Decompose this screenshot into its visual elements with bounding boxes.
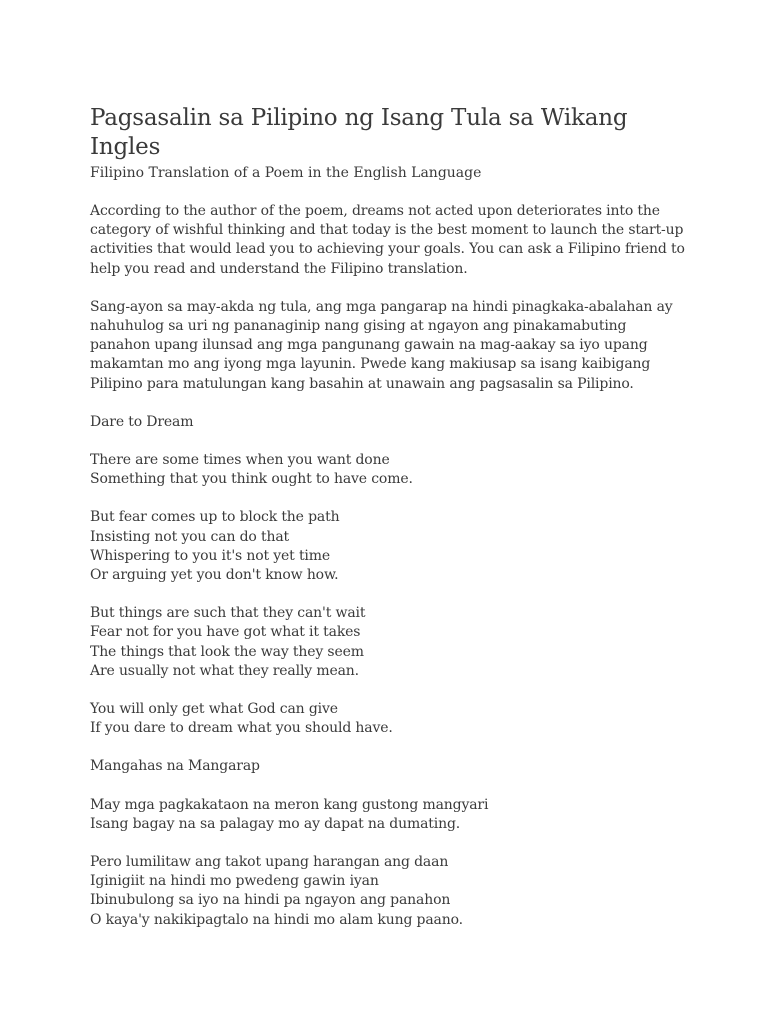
poem-line: If you dare to dream what you should have. [90, 720, 393, 737]
poem-line: Fear not for you have got what it takes [90, 624, 361, 641]
poem-line: Insisting not you can do that [90, 528, 290, 545]
poem-stanza [90, 853, 690, 930]
poem-line: But fear comes up to block the path [90, 509, 340, 526]
poem-line: May mga pagkakataon na meron kang gustong mangyari [90, 796, 489, 813]
poem-line: But things are such that they can't wait [90, 605, 366, 622]
poem-line: Ibinubulong sa iyo na hindi pa ngayon ang panahon [90, 892, 451, 909]
document-title: Pagsasalin sa Pilipino ng Isang Tula sa Wikang Ingles [90, 105, 628, 160]
poem-line: You will only get what God can give [90, 701, 338, 718]
poem-line: Something that you think ought to have come. [90, 471, 413, 488]
poem-stanza [90, 451, 690, 489]
poem-stanza [90, 700, 690, 738]
poem-line: There are some times when you want done [90, 452, 390, 469]
poem-line: Whispering to you it's not yet time [90, 547, 331, 564]
poem-line: Are usually not what they really mean. [90, 662, 359, 679]
poem-line: Isang bagay na sa palagay mo ay dapat na dumating. [90, 815, 461, 832]
poem-line: O kaya'y nakikipagtalo na hindi mo alam kung paano. [90, 911, 463, 928]
document-page [90, 104, 690, 930]
intro-paragraph-filipino: Sang-ayon sa may-akda ng tula, ang mga pangarap na hindi pinagkaka-abalahan ay nahuhulog sa uri ng pananaginip nang gising at ngayon ang pinakamabuting panahon upang ilunsad ang mga pangunang gawain na mag-aakay sa iyo upang makamtan mo ang iyong mga layunin. Pwede kang makiusap sa isang kaibigang Pilipino para matulungan kang basahin at unawain ang pagsasalin sa Pilipino. [90, 298, 673, 392]
poem-line: The things that look the way they seem [90, 643, 364, 660]
poem-title-filipino: Mangahas na Mangarap [90, 758, 260, 775]
poem-line: Or arguing yet you don't know how. [90, 567, 339, 584]
poem-stanza [90, 604, 690, 681]
poem-stanza [90, 508, 690, 585]
intro-paragraph-english: According to the author of the poem, dreams not acted upon deteriorates into the category of wishful thinking and that today is the best moment to launch the start-up activities that would lead you to achieving your goals. You can ask a Filipino friend to help you read and understand the Filipino translation. [90, 203, 685, 277]
poem-stanza [90, 796, 690, 834]
poem-line: Pero lumilitaw ang takot upang harangan ang daan [90, 854, 449, 871]
poem-line: Iginigiit na hindi mo pwedeng gawin iyan [90, 873, 379, 890]
poem-title-english: Dare to Dream [90, 413, 194, 430]
document-subtitle: Filipino Translation of a Poem in the English Language [90, 165, 482, 181]
